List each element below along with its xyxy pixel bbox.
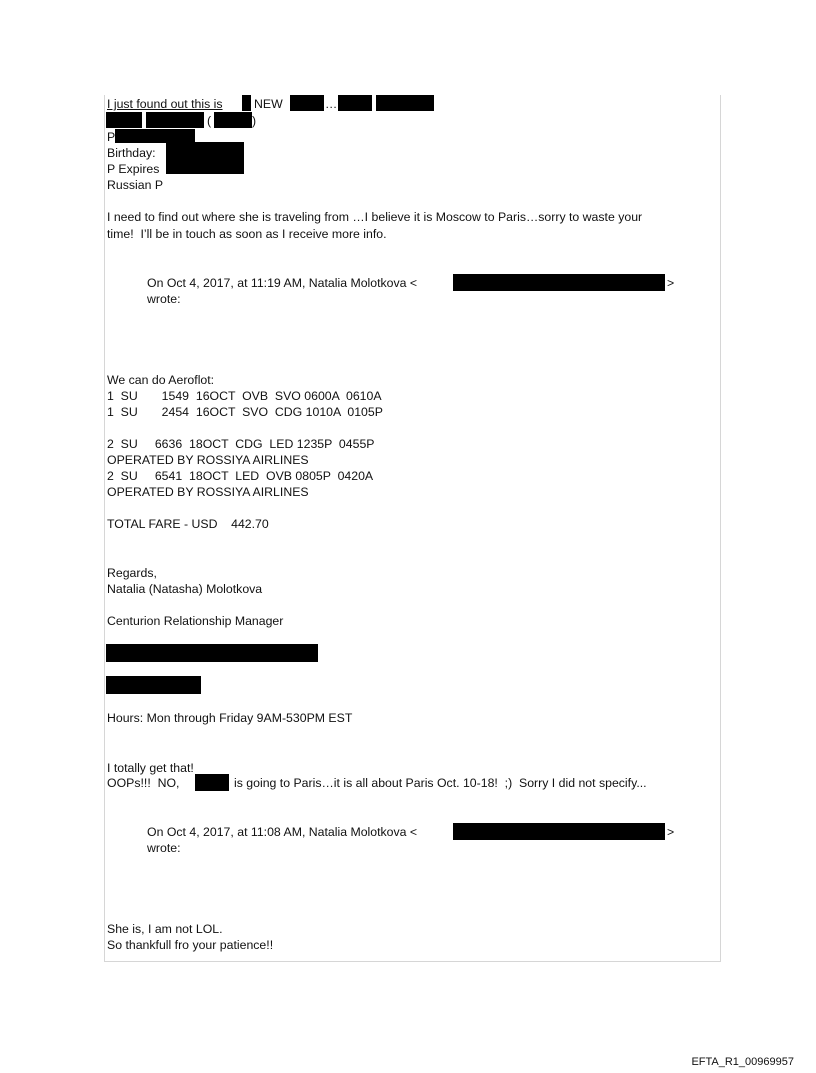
document-id-footer: EFTA_R1_00969957	[691, 1056, 794, 1068]
body-line: …	[325, 97, 338, 111]
body-line: Birthday:	[107, 146, 156, 160]
body-line: Regards,	[107, 566, 157, 580]
body-line: 1 SU 1549 16OCT OVB SVO 0600A 0610A	[107, 389, 382, 403]
redaction	[106, 112, 142, 128]
body-line: P Expires	[107, 162, 160, 176]
quote-header: On Oct 4, 2017, at 11:19 AM, Natalia Molotkova <	[147, 276, 418, 290]
body-line: I need to find out where she is traveling from …I believe it is Moscow to Paris…sorry to waste your	[107, 210, 643, 224]
body-line: Russian P	[107, 178, 164, 192]
body-line: P	[107, 130, 116, 144]
quote-header: wrote:	[147, 841, 181, 855]
body-line: She is, I am not LOL.	[107, 922, 223, 936]
redaction	[106, 644, 318, 662]
body-line: Natalia (Natasha) Molotkova	[107, 582, 263, 596]
redaction	[166, 142, 244, 174]
body-line: Hours: Mon through Friday 9AM-530PM EST	[107, 711, 353, 725]
body-line: 2 SU 6541 18OCT LED OVB 0805P 0420A	[107, 469, 374, 483]
redaction	[376, 95, 434, 111]
redaction	[453, 274, 665, 291]
body-line: I just found out this is	[107, 97, 223, 111]
body-line: time! I’ll be in touch as soon as I receive more info.	[107, 227, 387, 241]
redaction	[106, 676, 201, 694]
redaction	[115, 129, 195, 143]
body-line: Centurion Relationship Manager	[107, 614, 284, 628]
body-line: OPERATED BY ROSSIYA AIRLINES	[107, 453, 309, 467]
body-line: 2 SU 6636 18OCT CDG LED 1235P 0455P	[107, 437, 375, 451]
quote-header: >	[667, 276, 675, 290]
body-line: NEW	[254, 97, 283, 111]
redaction	[242, 95, 251, 111]
quote-header: >	[667, 825, 675, 839]
redaction	[195, 774, 229, 791]
quote-header: On Oct 4, 2017, at 11:08 AM, Natalia Molotkova <	[147, 825, 418, 839]
body-line: (	[207, 114, 212, 128]
body-line: TOTAL FARE - USD 442.70	[107, 517, 269, 531]
body-line: 1 SU 2454 16OCT SVO CDG 1010A 0105P	[107, 405, 383, 419]
redaction	[453, 823, 665, 840]
body-line: OPERATED BY ROSSIYA AIRLINES	[107, 485, 309, 499]
body-line: OOPs!!! NO,	[107, 776, 180, 790]
body-line: I totally get that!	[107, 761, 194, 775]
quote-header: wrote:	[147, 292, 181, 306]
redaction	[146, 112, 204, 128]
redaction	[290, 95, 324, 111]
body-line: )	[252, 114, 257, 128]
redaction	[338, 95, 372, 111]
body-line: So thankfull fro your patience!!	[107, 938, 274, 952]
redaction	[214, 112, 252, 128]
body-line: is going to Paris…it is all about Paris Oct. 10-18! ;) Sorry I did not specify...	[234, 776, 647, 790]
body-line: We can do Aeroflot:	[107, 373, 215, 387]
